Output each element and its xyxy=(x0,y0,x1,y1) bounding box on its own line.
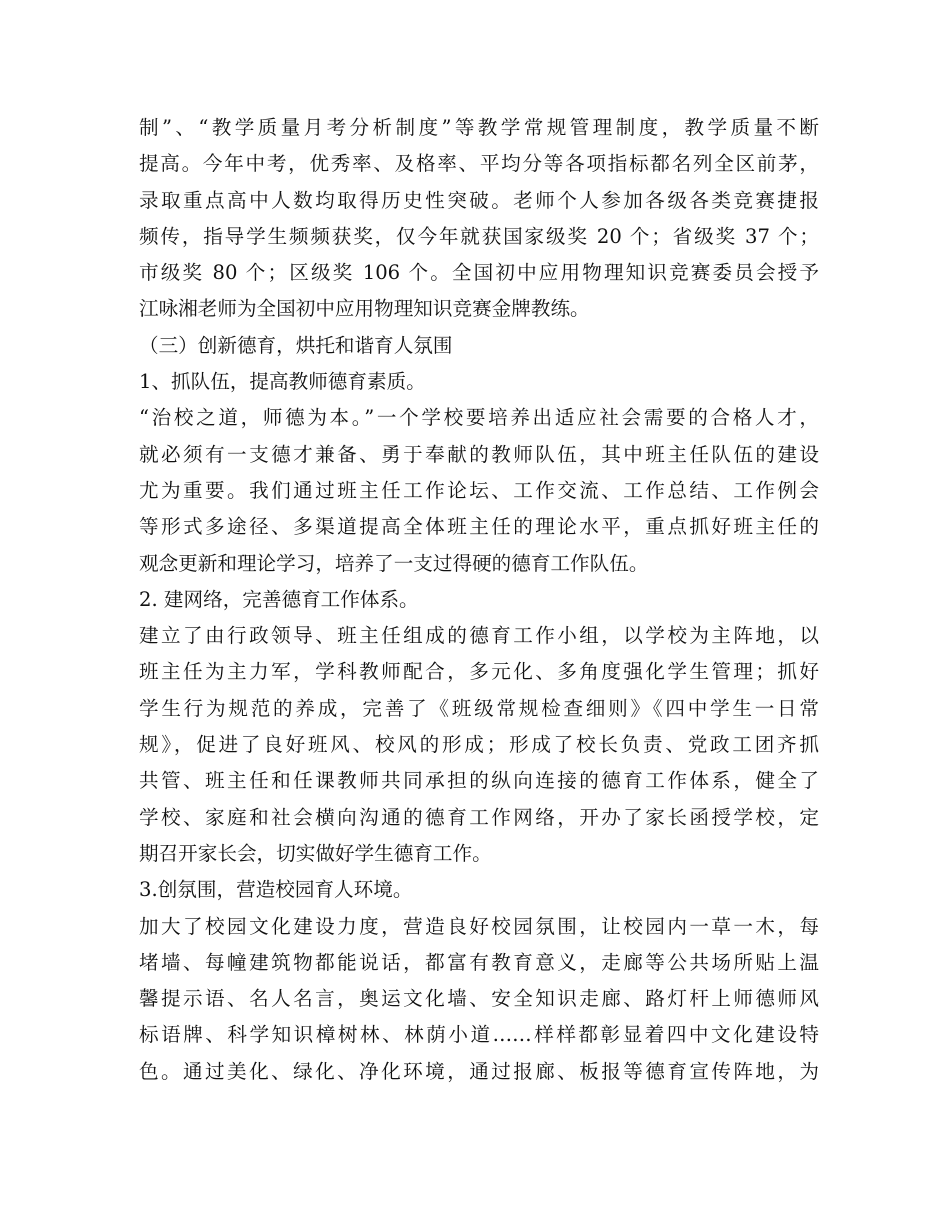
text-line: 共管、班主任和任课教师共同承担的纵向连接的德育工作体系，健全了 xyxy=(139,769,819,793)
document-page xyxy=(139,110,819,1090)
text-line: 市级奖 80 个；区级奖 106 个。全国初中应用物理知识竞赛委员会授予 xyxy=(139,261,819,285)
text-line: 观念更新和理论学习，培养了一支过得硬的德育工作队伍。 xyxy=(139,551,649,575)
text-line: 尤为重要。我们通过班主任工作论坛、工作交流、工作总结、工作例会 xyxy=(139,478,819,502)
text-line: 1、抓队伍，提高教师德育素质。 xyxy=(139,370,426,394)
text-line: 馨提示语、名人名言，奥运文化墙、安全知识走廊、路灯杆上师德师风 xyxy=(139,987,819,1011)
text-line: 江咏湘老师为全国初中应用物理知识竞赛金牌教练。 xyxy=(139,297,590,321)
text-line: 就必须有一支德才兼备、勇于奉献的教师队伍，其中班主任队伍的建设 xyxy=(139,442,819,466)
text-line: “治校之道，师德为本。”一个学校要培养出适应社会需要的合格人才， xyxy=(139,406,819,430)
text-line: 建立了由行政领导、班主任组成的德育工作小组，以学校为主阵地，以 xyxy=(139,624,819,648)
text-line: 录取重点高中人数均取得历史性突破。老师个人参加各级各类竞赛捷报 xyxy=(139,188,819,212)
text-line: 规》，促进了良好班风、校风的形成；形成了校长负责、党政工团齐抓 xyxy=(139,733,819,757)
text-line: 制”、“教学质量月考分析制度”等教学常规管理制度，教学质量不断 xyxy=(139,116,819,139)
text-line: 班主任为主力军，学科教师配合，多元化、多角度强化学生管理；抓好 xyxy=(139,660,819,684)
text-line: （三）创新德育，烘托和谐育人氛围 xyxy=(139,333,453,357)
text-line: 频传，指导学生频频获奖，仅今年就获国家级奖 20 个；省级奖 37 个； xyxy=(139,224,819,248)
text-line: 3.创氛围，营造校园育人环境。 xyxy=(139,878,413,902)
text-line: 标语牌、科学知识樟树林、林荫小道……样样都彰显着四中文化建设特 xyxy=(139,1023,819,1047)
text-line: 学生行为规范的养成，完善了《班级常规检查细则》《四中学生一日常 xyxy=(139,696,819,720)
text-line: 等形式多途径、多渠道提高全体班主任的理论水平，重点抓好班主任的 xyxy=(139,515,819,539)
text-line: 期召开家长会，切实做好学生德育工作。 xyxy=(139,841,492,865)
text-line: 2. 建网络，完善德育工作体系。 xyxy=(139,587,419,611)
text-line: 加大了校园文化建设力度，营造良好校园氛围，让校园内一草一木，每 xyxy=(139,914,819,938)
text-line: 提高。今年中考，优秀率、及格率、平均分等各项指标都名列全区前茅， xyxy=(139,152,819,176)
text-line: 学校、家庭和社会横向沟通的德育工作网络，开办了家长函授学校，定 xyxy=(139,805,819,829)
text-line: 堵墙、每幢建筑物都能说话，都富有教育意义，走廊等公共场所贴上温 xyxy=(139,950,819,974)
text-line: 色。通过美化、绿化、净化环境，通过报廊、板报等德育宣传阵地，为 xyxy=(139,1059,819,1083)
